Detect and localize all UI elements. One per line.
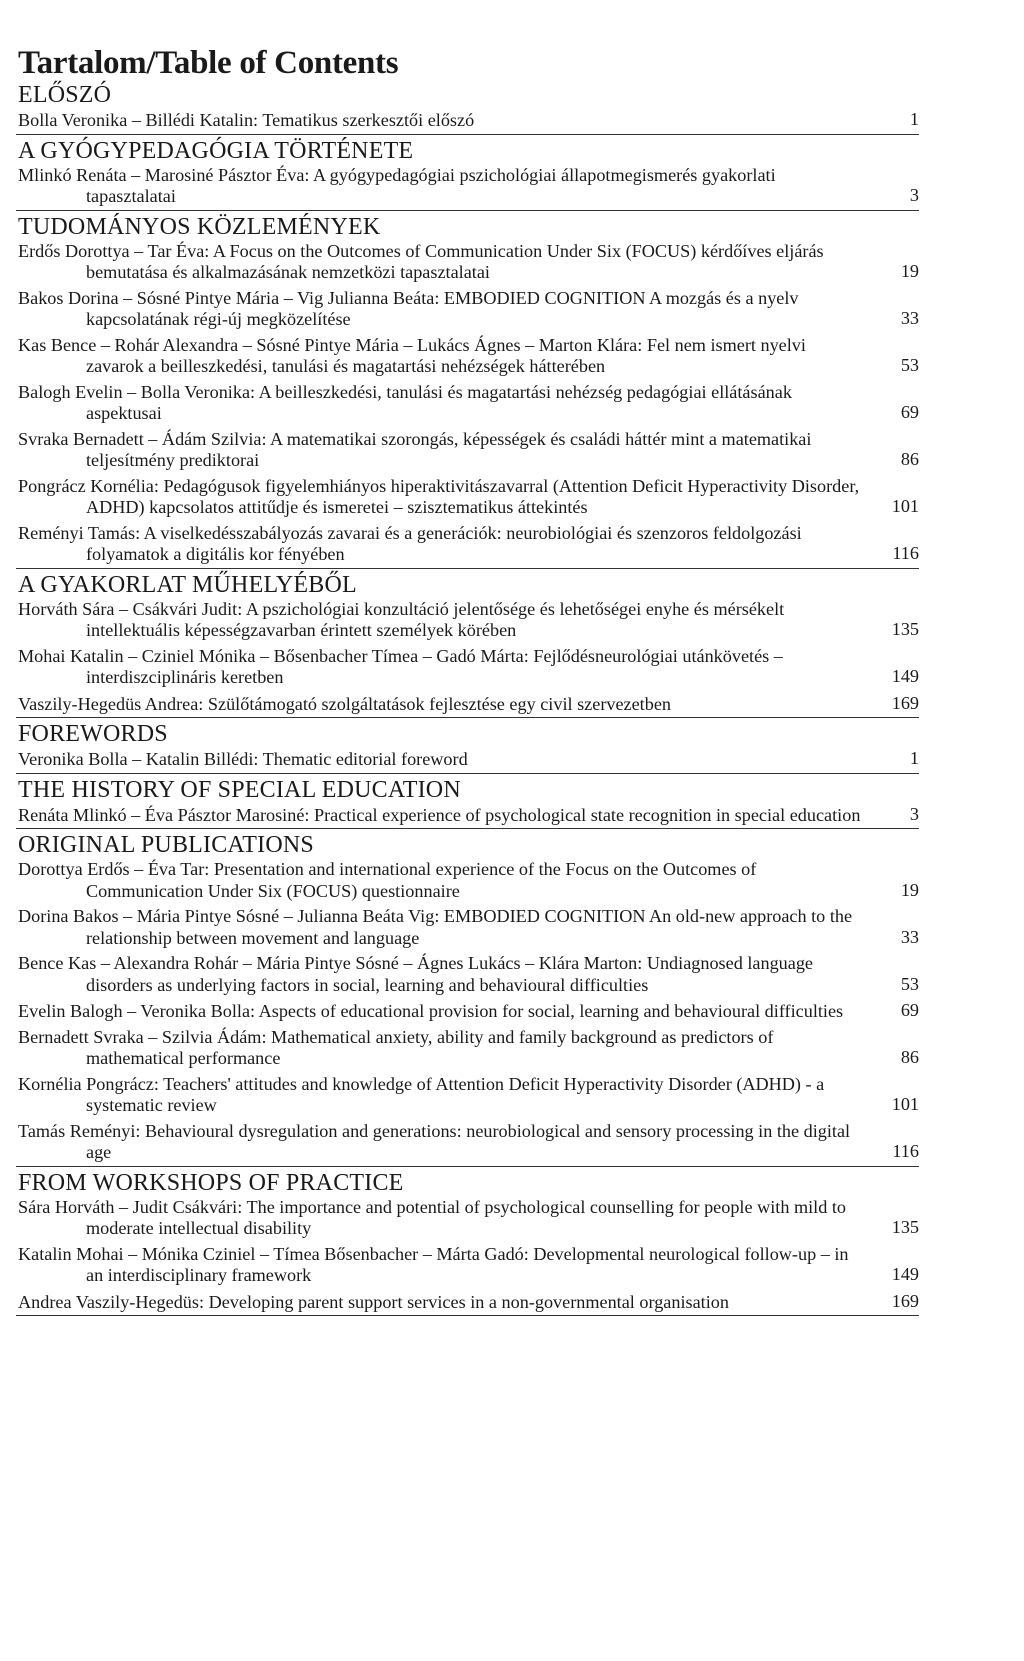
entry-title: Tamás Reményi: Behavioural dysregulation and generations: neurobiological and sensory processing in the digital age (18, 1120, 851, 1162)
entry-page-number: 19 (900, 879, 919, 900)
section-heading: FOREWORDS (18, 721, 168, 747)
toc-entry[interactable] (16, 241, 919, 284)
section-heading: ORIGINAL PUBLICATIONS (18, 832, 314, 858)
section-heading: ELŐSZÓ (18, 82, 112, 108)
toc-entry[interactable] (16, 109, 919, 132)
toc-section (16, 832, 919, 1167)
section-heading: A GYAKORLAT MŰHELYÉBŐL (18, 571, 357, 598)
toc-entry[interactable] (16, 476, 919, 519)
toc-section (16, 572, 919, 719)
toc-section (16, 1170, 919, 1317)
entry-page-number: 101 (891, 1094, 919, 1114)
toc-entry[interactable] (16, 1197, 919, 1240)
page-title: Tartalom/Table of Contents (18, 45, 399, 81)
entry-page-number: 169 (891, 692, 919, 713)
entry-title: Bakos Dorina – Sósné Pintye Mária – Vig Julianna Beáta: EMBODIED COGNITION A mozgás és a nyelv kapcsolatának régi-új megközelítése (18, 287, 799, 329)
toc-entry[interactable] (16, 693, 919, 716)
entry-page-number: 101 (891, 496, 919, 516)
entry-title: Reményi Tamás: A viselkedésszabályozás zavarai és a generációk: neurobiológiai és szenzoros feldolgozási folyamatok a digitális kor fényében (18, 522, 802, 564)
entry-page-number: 33 (900, 926, 919, 947)
entry-page-number: 53 (900, 355, 919, 375)
section-heading: TUDOMÁNYOS KÖZLEMÉNYEK (18, 213, 381, 240)
entry-page-number: 3 (909, 803, 919, 824)
entry-title: Mlinkó Renáta – Marosiné Pásztor Éva: A gyógypedagógiai pszichológiai állapotmegismerés gyakorlati tapasztalatai (18, 164, 776, 206)
entry-title: Bernadett Svraka – Szilvia Ádám: Mathematical anxiety, ability and family background as predictors of mathematical performance (18, 1026, 774, 1068)
entry-title: Horváth Sára – Csákvári Judit: A pszichológiai konzultáció jelentősége és lehetőségei enyhe és mérsékelt intellektuális képességzavarban érintett személyek körében (18, 598, 785, 640)
toc-entry[interactable] (16, 1244, 919, 1287)
toc-entry[interactable] (16, 335, 919, 378)
entry-title: Kas Bence – Rohár Alexandra – Sósné Pintye Mária – Lukács Ágnes – Marton Klára: Fel nem ismert nyelvi zavarok a beilleszkedési, tanulási és magatartási nehézségek hátterében (18, 334, 806, 376)
entry-page-number: 135 (891, 619, 919, 639)
toc-section (16, 138, 919, 211)
toc-page (16, 44, 919, 1319)
entry-page-number: 135 (891, 1217, 919, 1237)
toc-entry[interactable] (16, 1121, 919, 1164)
entry-title: Vaszily-Hegedüs Andrea: Szülőtámogató szolgáltatások fejlesztése egy civil szervezetben (18, 693, 671, 714)
table-of-contents (16, 82, 919, 1316)
toc-entry[interactable] (16, 804, 919, 827)
entry-page-number: 86 (900, 1047, 919, 1067)
toc-section (16, 82, 919, 135)
toc-entry[interactable] (16, 1000, 919, 1023)
entry-page-number: 1 (909, 748, 919, 768)
entry-title: Evelin Balogh – Veronika Bolla: Aspects of educational provision for social, learning and behavioural difficulties (18, 1001, 844, 1021)
toc-entry[interactable] (16, 165, 919, 208)
entry-title: Bolla Veronika – Billédi Katalin: Tematikus szerkesztői előszó (18, 110, 475, 130)
toc-entry[interactable] (16, 288, 919, 331)
entry-page-number: 69 (900, 1000, 919, 1020)
entry-title: Veronika Bolla – Katalin Billédi: Thematic editorial foreword (18, 749, 468, 769)
section-heading: FROM WORKSHOPS OF PRACTICE (18, 1169, 404, 1196)
entry-title: Andrea Vaszily-Hegedüs: Developing parent support services in a non-governmental organisation (18, 1291, 729, 1312)
entry-page-number: 169 (891, 1290, 919, 1311)
entry-title: Dorina Bakos – Mária Pintye Sósné – Julianna Beáta Vig: EMBODIED COGNITION An old-new approach to the relationship between movement and language (18, 906, 853, 948)
entry-title: Balogh Evelin – Bolla Veronika: A beilleszkedési, tanulási és magatartási nehézség pedagógiai ellátásának aspektusai (18, 381, 792, 423)
toc-section (16, 214, 919, 569)
entry-page-number: 149 (891, 666, 919, 686)
entry-page-number: 1 (909, 109, 919, 129)
toc-entry[interactable] (16, 1291, 919, 1314)
toc-entry[interactable] (16, 748, 919, 771)
toc-section (16, 777, 919, 830)
entry-title: Bence Kas – Alexandra Rohár – Mária Pintye Sósné – Ágnes Lukács – Klára Marton: Undiagnosed language disorders as underlying factors in social, learning and behavioural difficulties (18, 953, 813, 995)
entry-title: Erdős Dorottya – Tar Éva: A Focus on the Outcomes of Communication Under Six (FOCUS) kérdőíves eljárás bemutatása és alkalmazásának nemzetközi tapasztalatai (18, 240, 824, 282)
toc-entry[interactable] (16, 599, 919, 642)
entry-page-number: 86 (900, 449, 919, 469)
entry-page-number: 149 (891, 1264, 919, 1284)
toc-entry[interactable] (16, 859, 919, 902)
section-heading: A GYÓGYPEDAGÓGIA TÖRTÉNETE (18, 137, 414, 164)
entry-page-number: 116 (892, 543, 919, 563)
toc-entry[interactable] (16, 1027, 919, 1070)
entry-page-number: 69 (900, 402, 919, 422)
section-heading: THE HISTORY OF SPECIAL EDUCATION (18, 776, 461, 803)
entry-title: Pongrácz Kornélia: Pedagógusok figyelemhiányos hiperaktivitászavarral (Attention Deficit Hyperactivity Disorder, ADHD) kapcsolatos attitűdje és ismeretei – szisztematikus áttekintés (18, 475, 860, 517)
entry-title: Sára Horváth – Judit Csákvári: The importance and potential of psychological counselling for people with mild to moderate intellectual disability (18, 1196, 847, 1238)
entry-title: Dorottya Erdős – Éva Tar: Presentation and international experience of the Focus on the Outcomes of Communication Under Six (FOCUS) questionnaire (18, 859, 757, 901)
entry-title: Kornélia Pongrácz: Teachers' attitudes and knowledge of Attention Deficit Hyperactivity Disorder (ADHD) - a systematic review (18, 1073, 825, 1115)
toc-entry[interactable] (16, 382, 919, 425)
entry-title: Mohai Katalin – Cziniel Mónika – Bősenbacher Tímea – Gadó Márta: Fejlődésneurológiai utánkövetés – interdiszciplináris keretben (18, 645, 783, 687)
entry-page-number: 53 (900, 973, 919, 994)
entry-page-number: 116 (892, 1141, 919, 1161)
entry-title: Svraka Bernadett – Ádám Szilvia: A matematikai szorongás, képességek és családi háttér mint a matematikai teljesítmény prediktorai (18, 428, 812, 470)
toc-entry[interactable] (16, 953, 919, 996)
entry-title: Katalin Mohai – Mónika Cziniel – Tímea Bősenbacher – Márta Gadó: Developmental neurological follow-up – in an interdisciplinary framework (18, 1243, 849, 1285)
entry-title: Renáta Mlinkó – Éva Pásztor Marosiné: Practical experience of psychological state recognition in special education (18, 804, 861, 825)
entry-page-number: 3 (909, 185, 919, 205)
toc-entry[interactable] (16, 523, 919, 566)
toc-section (16, 721, 919, 774)
entry-page-number: 19 (900, 261, 919, 281)
entry-page-number: 33 (900, 308, 919, 328)
toc-entry[interactable] (16, 429, 919, 472)
toc-entry[interactable] (16, 646, 919, 689)
toc-entry[interactable] (16, 906, 919, 949)
toc-entry[interactable] (16, 1074, 919, 1117)
